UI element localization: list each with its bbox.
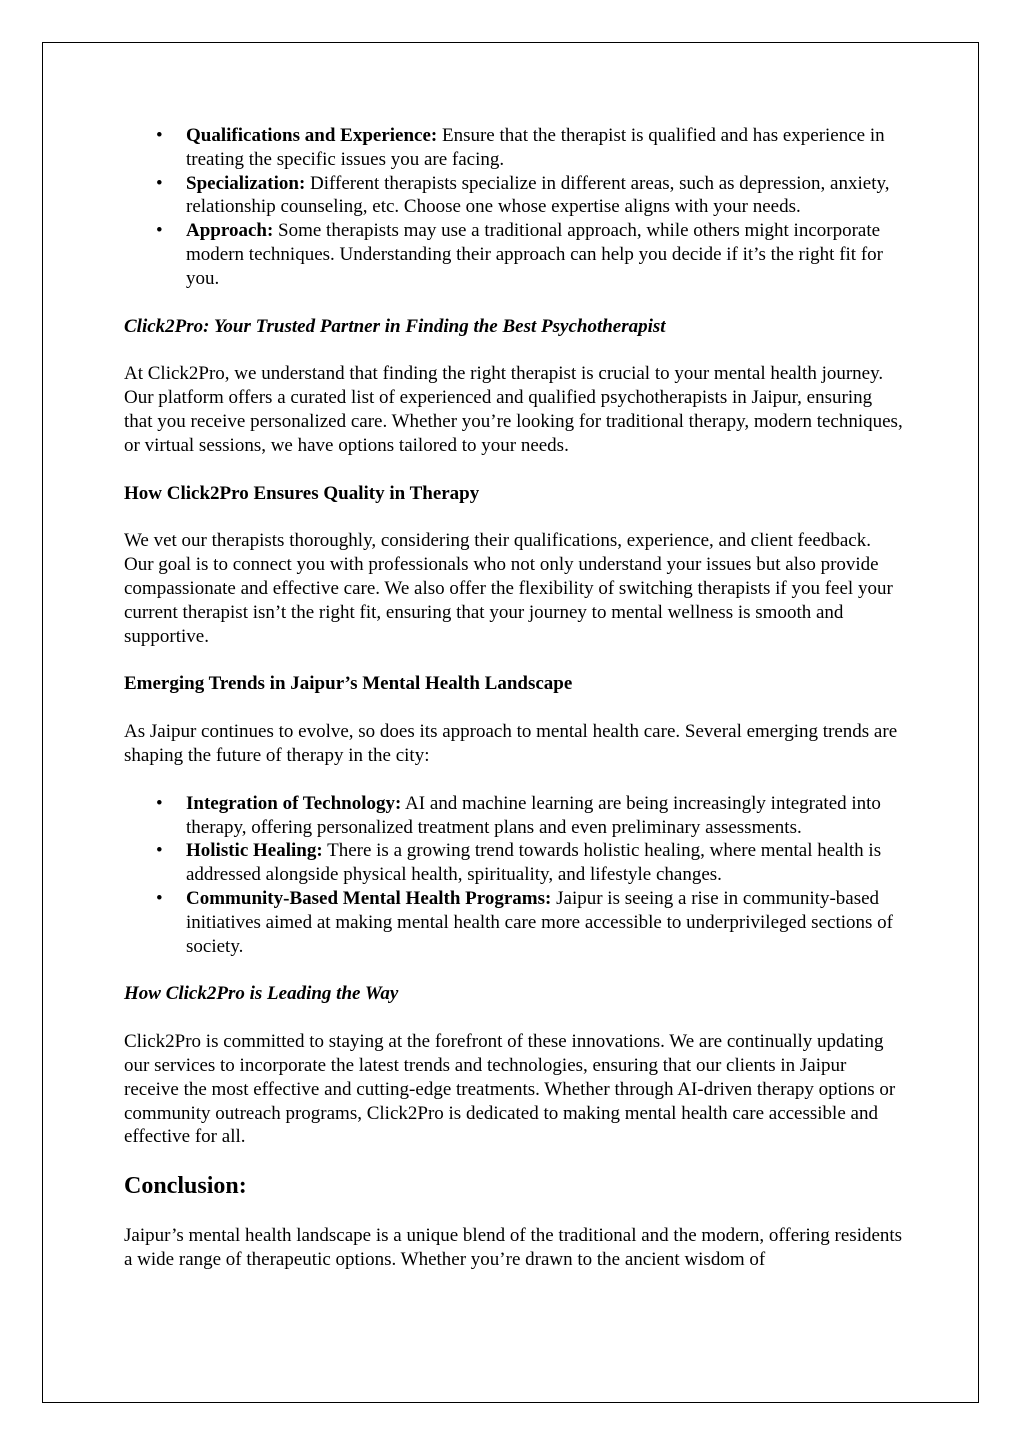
paragraph-quality: We vet our therapists thoroughly, considering their qualifications, experience, and client feedback. Our goal is to connect you with professionals who not only understand your issues but also provide compassionate and effective care. We also offer the flexibility of switching therapists if you feel your current therapist isn’t the right fit, ensuring that your journey to mental wellness is smooth and supportive. xyxy=(124,530,893,647)
factors-list xyxy=(124,124,904,291)
list-item-lead: Qualifications and Experience: xyxy=(186,125,438,146)
list-item-text: Some therapists may use a traditional approach, while others might incorporate modern techniques. Understanding their approach can help you decide if it’s the right fit for you. xyxy=(186,220,883,289)
list-item-lead: Integration of Technology: xyxy=(186,792,402,814)
bullet-icon: • xyxy=(156,887,163,909)
list-item-text: AI and machine learning are being increasingly integrated into therapy, offering personalized treatment plans and even preliminary assessments. xyxy=(186,792,881,838)
conclusion-heading: Conclusion: xyxy=(124,1173,247,1200)
list-item-lead: Specialization: xyxy=(186,172,306,194)
list-item-text: Ensure that the therapist is qualified and has experience in treating the specific issues you are facing. xyxy=(186,125,885,170)
list-item xyxy=(124,839,904,887)
bullet-icon: • xyxy=(156,125,163,146)
list-item-text: Jaipur is seeing a rise in community-based initiatives aimed at making mental health care more accessible to underprivileged sections of society. xyxy=(186,887,893,957)
paragraph-click2pro: At Click2Pro, we understand that finding the right therapist is crucial to your mental health journey. Our platform offers a curated list of experienced and qualified psychotherapists in Jaipur, ensuring that you receive personalized care. Whether you’re looking for traditional therapy, modern techniques, or virtual sessions, we have options tailored to your needs. xyxy=(124,363,903,456)
trends-list xyxy=(124,792,904,959)
section-heading-trends: Emerging Trends in Jaipur’s Mental Health Landscape xyxy=(124,673,573,695)
paragraph-trends: As Jaipur continues to evolve, so does its approach to mental health care. Several emerging trends are shaping the future of therapy in the city: xyxy=(124,721,898,766)
list-item xyxy=(124,887,904,958)
paragraph-conclusion: Jaipur’s mental health landscape is a unique blend of the traditional and the modern, offering residents a wide range of therapeutic options. Whether you’re drawn to the ancient wisdom of xyxy=(124,1225,903,1270)
list-item-lead: Community-Based Mental Health Programs: xyxy=(186,887,552,909)
list-item xyxy=(124,219,904,290)
bullet-icon: • xyxy=(156,220,163,242)
list-item xyxy=(124,172,904,220)
section-heading-click2pro: Click2Pro: Your Trusted Partner in Finding the Best Psychotherapist xyxy=(124,315,666,337)
bullet-icon: • xyxy=(156,792,163,814)
list-item xyxy=(124,792,904,840)
list-item-lead: Holistic Healing: xyxy=(186,840,323,862)
section-heading-leading: How Click2Pro is Leading the Way xyxy=(124,983,399,1005)
document-content xyxy=(124,124,904,1272)
bullet-icon: • xyxy=(156,172,163,194)
paragraph-leading: Click2Pro is committed to staying at the forefront of these innovations. We are continually updating our services to incorporate the latest trends and technologies, ensuring that our clients in Jaipur receive the most effective and cutting-edge treatments. Whether through AI-driven therapy options or community outreach programs, Click2Pro is dedicated to making mental health care accessible and effective for all. xyxy=(124,1031,896,1148)
list-item xyxy=(124,124,904,172)
list-item-text: Different therapists specialize in different areas, such as depression, anxiety, relationship counseling, etc. Choose one whose expertise aligns with your needs. xyxy=(186,172,890,218)
list-item-text: There is a growing trend towards holistic healing, where mental health is addressed alongside physical health, spirituality, and lifestyle changes. xyxy=(186,840,882,886)
list-item-lead: Approach: xyxy=(186,220,274,242)
bullet-icon: • xyxy=(156,840,163,862)
section-heading-quality: How Click2Pro Ensures Quality in Therapy xyxy=(124,482,480,504)
